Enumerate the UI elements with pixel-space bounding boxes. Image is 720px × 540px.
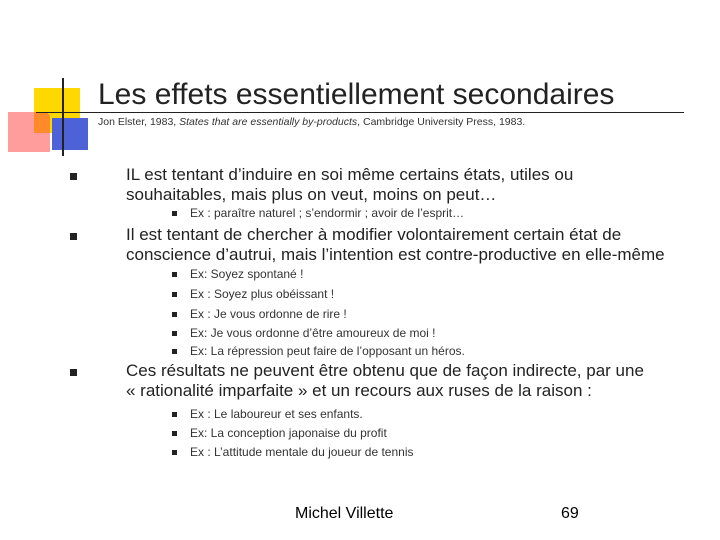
title-underline <box>36 112 684 113</box>
bullet-1-line-1: IL est tentant d’induire en soi même certains états, utiles ou <box>126 165 574 184</box>
bullet-1-text <box>126 165 573 205</box>
bullet-2-line-2: conscience d’autrui, mais l’intention est contre-productive en elle-même <box>126 245 665 264</box>
sub-item: Ex : paraître naturel ; s’endormir ; avoir de l’esprit… <box>190 206 465 220</box>
sub-bullet-marker <box>172 349 177 354</box>
sub-bullet-marker <box>172 450 177 455</box>
sub-item: Ex: La conception japonaise du profit <box>190 426 387 440</box>
logo-red-square <box>8 112 50 152</box>
sub-item: Ex : L’attitude mentale du joueur de tennis <box>190 445 414 459</box>
bullet-3-text <box>126 361 644 401</box>
sub-bullet-marker <box>172 331 177 336</box>
sub-bullet-marker <box>172 412 177 417</box>
bullet-2-text <box>126 225 665 265</box>
bullet-3-line-2: « rationalité imparfaite » et un recours aux ruses de la raison : <box>126 381 592 400</box>
bullet-marker <box>70 233 77 240</box>
logo-vertical-line <box>62 78 64 156</box>
citation-author: Jon Elster, 1983, <box>98 116 180 128</box>
bullet-marker <box>70 369 77 376</box>
citation <box>98 116 525 128</box>
bullet-marker <box>70 173 77 180</box>
slide-title: Les effets essentiellement secondaires <box>98 78 615 111</box>
sub-bullet-marker <box>172 431 177 436</box>
logo-blue-square <box>52 118 88 150</box>
sub-item: Ex: La répression peut faire de l’opposant un héros. <box>190 344 465 358</box>
sub-item: Ex : Le laboureur et ses enfants. <box>190 407 363 421</box>
sub-bullet-marker <box>172 211 177 216</box>
citation-publisher: , Cambridge University Press, 1983. <box>357 116 526 128</box>
bullet-2-line-1: Il est tentant de chercher à modifier volontairement certain état de <box>126 225 622 244</box>
sub-item: Ex: Je vous ordonne d’être amoureux de moi ! <box>190 326 436 340</box>
citation-book-title: States that are essentially by-products <box>179 116 358 128</box>
page-number: 69 <box>561 505 579 522</box>
sub-item: Ex: Soyez spontané ! <box>190 267 304 281</box>
sub-item: Ex : Je vous ordonne de rire ! <box>190 307 347 321</box>
sub-bullet-marker <box>172 292 177 297</box>
footer-author: Michel Villette <box>295 505 394 522</box>
sub-item: Ex : Soyez plus obéissant ! <box>190 287 335 301</box>
sub-bullet-marker <box>172 312 177 317</box>
bullet-3-line-1: Ces résultats ne peuvent être obtenu que de façon indirecte, par une <box>126 361 644 380</box>
sub-bullet-marker <box>172 272 177 277</box>
bullet-1-line-2: souhaitables, mais plus on veut, moins on peut… <box>126 185 497 204</box>
